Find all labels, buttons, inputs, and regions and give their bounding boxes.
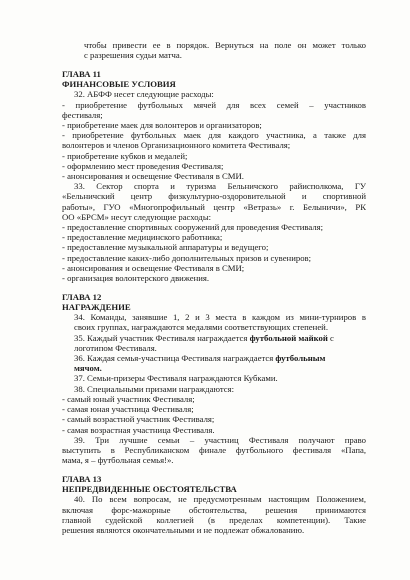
chapter-number: ГЛАВА 13	[62, 474, 102, 485]
list-item: - самая юная участница Фестиваля;	[62, 404, 194, 415]
text-line: работы», ГУО «Многопрофильный центр «Ветразь» г. Белыничи», РК	[62, 201, 366, 212]
text-line: главной судейской коллегией (в пределах компетенции). Такие	[62, 514, 366, 525]
paragraph-36-line	[62, 353, 366, 363]
chapter-number: ГЛАВА 12	[62, 292, 102, 303]
text-line: «Бельничский центр физкультурно-оздоровительной и спортивной	[62, 191, 366, 202]
text-line: - предоставление медицинского работника;	[62, 232, 223, 243]
text-line: 37. Семьи-призеры Фестиваля награждаются Кубками.	[74, 373, 278, 384]
text-line: - приобретение маек для волонтеров и организаторов;	[62, 120, 262, 131]
text-line: - предоставление спортивных сооружений для проведения Фестиваля;	[62, 222, 324, 233]
text-line: 38. Специальными призами награждаются:	[74, 383, 235, 394]
chapter-title: НЕПРЕДВИДЕННЫЕ ОБСТОЯТЕЛЬСТВА	[62, 484, 237, 495]
list-item: - самый возрастной участник Фестиваля;	[62, 414, 215, 425]
chapter-11-body	[62, 89, 366, 283]
text-line: - анонсирования и освещение Фестиваля в СМИ;	[62, 262, 245, 273]
text-line: ОО «БРСМ» несут следующие расходы:	[62, 211, 212, 222]
intro-paragraph	[62, 40, 366, 60]
chapter-number: ГЛАВА 11	[62, 69, 101, 80]
text-run: с	[327, 332, 334, 343]
text-line: - предоставление музыкальной аппаратуры и ведущего;	[62, 242, 269, 253]
chapter-title: НАГРАЖДЕНИЕ	[62, 302, 131, 313]
text-line: 33. Сектор спорта и туризма Бельничского райисполкома, ГУ	[74, 181, 366, 192]
text-line: включая форс-мажорные обстоятельства, решения принимаются	[62, 504, 366, 515]
text-line: - предоставление каких-либо дополнительных призов и сувениров;	[62, 252, 312, 263]
bold-run: футбольной майкой	[249, 332, 328, 343]
text-line: решения являются окончательными и не подлежат обжалованию.	[62, 524, 305, 535]
chapter-11-heading	[62, 69, 366, 89]
text-line: 39. Три лучшие семьи – участниц Фестиваля получают право	[74, 434, 366, 445]
text-line: логотипом Фестиваля.	[74, 342, 157, 353]
list-item: - самый юный участник Фестиваля;	[62, 393, 195, 404]
text-line: - организация волонтерского движения.	[62, 273, 210, 284]
text-line: - приобретение кубков и медалей;	[62, 150, 188, 161]
chapter-12-heading	[62, 292, 366, 312]
text-line: 32. АБФФ несет следующие расходы:	[74, 89, 214, 100]
paragraph-36-line-2	[62, 363, 366, 373]
chapter-13-body	[62, 494, 366, 535]
chapter-title: ФИНАНСОВЫЕ УСЛОВИЯ	[62, 79, 176, 90]
text-run: 35. Каждый участник Фестиваля награждается	[74, 332, 250, 343]
chapter-13-heading	[62, 474, 366, 494]
bold-run: мячом.	[74, 363, 102, 374]
text-line: волонтеров и членов Организационного комитета Фестиваля;	[62, 140, 291, 151]
text-line: своих группах, награждаются медалями соответствующих степеней.	[74, 322, 328, 333]
text-line: фестиваля;	[62, 109, 103, 120]
text-line: - оформлению мест проведения Фестиваля;	[62, 160, 224, 171]
text-line: - приобретение футбольных маек для каждого участника, а также для	[62, 130, 366, 141]
text-line: 34. Команды, занявшие 1, 2 и 3 места в каждом из мини-турниров в	[74, 312, 366, 323]
paragraph-35-line	[62, 333, 366, 343]
text-line: - анонсирования и освещение Фестиваля в СМИ.	[62, 171, 244, 182]
text-line: чтобы привести ее в порядок. Вернуться на поле он может только	[84, 40, 366, 50]
text-line: с разрешения судьи матча.	[84, 50, 182, 61]
text-line: - приобретение футбольных мячей для всех семей – участников	[62, 99, 366, 110]
list-item: - самая возрастная участница Фестиваля.	[62, 424, 215, 435]
text-line: 40. По всем вопросам, не предусмотренным настоящим Положением,	[74, 494, 366, 505]
chapter-12-body	[62, 312, 366, 465]
text-line: мама, я – футбольная семья!».	[62, 455, 174, 466]
text-line: выступить в Республиканском финале футбольного фестиваля «Папа,	[62, 444, 366, 455]
text-run: 36. Каждая семья-участница Фестиваля награждается	[74, 353, 276, 364]
bold-run: футбольным	[275, 353, 326, 364]
